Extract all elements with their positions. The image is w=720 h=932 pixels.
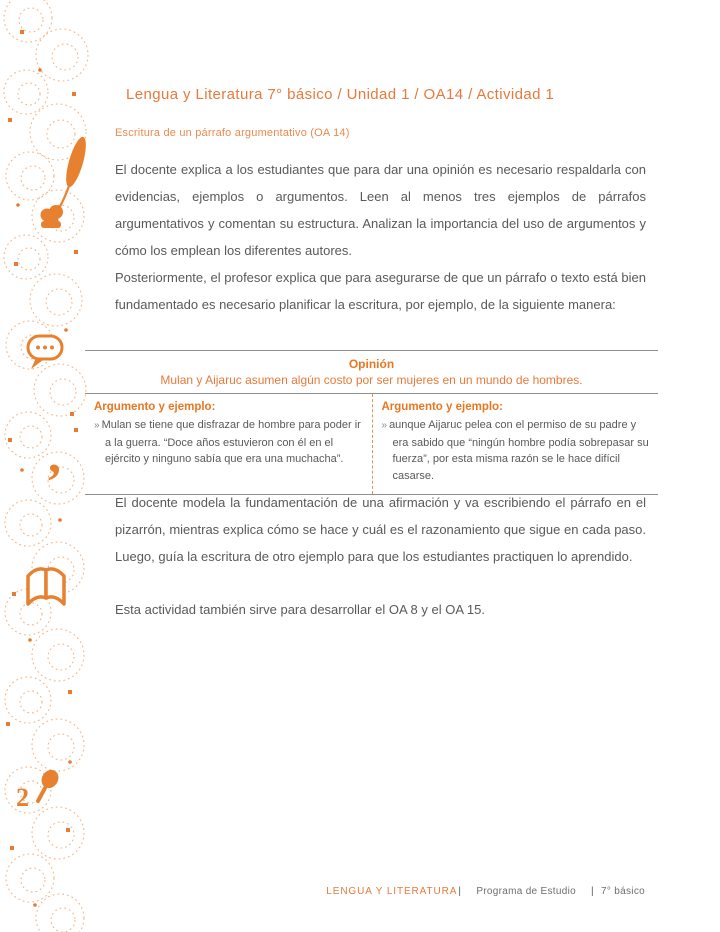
footer-program: Programa de Estudio	[476, 886, 576, 897]
microphone-icon	[16, 767, 62, 812]
footer-grade: 7° básico	[601, 886, 645, 897]
argument-text-right	[382, 417, 650, 484]
argument-body-right: aunque Aijaruc pelea con el permiso de su padre y era sabido que “ningún hombre podía sobrepasar su fuerza”, por esta misma razón se le hace difícil casarse.	[389, 419, 649, 482]
argument-cell-left	[85, 394, 372, 494]
paragraph-instructions-3: El docente modela la fundamentación de una afirmación y va escribiendo el párrafo en el pizarrón, mientras explica cómo se hace y cuál es el razonamiento que sigue en cada paso. Luego, guía la escritura de otro ejemplo para que los estudiantes practiquen lo aprendido.	[115, 495, 646, 564]
margin-doodles	[0, 0, 95, 932]
opinion-header-row	[85, 351, 658, 394]
opinion-table	[85, 350, 658, 495]
page-footer	[326, 886, 645, 897]
argument-body-left: Mulan se tiene que disfrazar de hombre para poder ir a la guerra. “Doce años estuvieron con él en el ejército y ninguno sabía que era una muchacha”.	[101, 419, 361, 465]
argument-header-left: Argumento y ejemplo:	[94, 401, 216, 413]
arguments-row	[85, 394, 658, 494]
svg-text:2: 2	[16, 783, 29, 812]
paragraph-instructions-1: El docente explica a los estudiantes que para dar una opinión es necesario respaldarla con evidencias, ejemplos o argumentos. Leen al menos tres ejemplos de párrafos argumentativos y comentan su estructura. Analizan la importancia del uso de argumentos y cómo los emplean los diferentes autores.	[115, 162, 646, 258]
ink-blob-icon	[41, 205, 64, 228]
open-book-icon	[28, 569, 64, 604]
speech-bubble-icon	[28, 336, 62, 369]
footer-separator-1: |	[458, 886, 462, 897]
opinion-statement: Mulan y Aijaruc asumen algún costo por ser mujeres en un mundo de hombres.	[160, 373, 583, 387]
activity-subtitle: Escritura de un párrafo argumentativo (OA 14)	[115, 127, 350, 139]
comma-icon	[48, 427, 61, 484]
argument-text-left	[94, 417, 363, 468]
doodle-accent-squares	[6, 30, 79, 907]
footer-separator-2: |	[591, 886, 594, 897]
footer-brand: LENGUA Y LITERATURA	[326, 886, 458, 897]
quill-icon	[54, 135, 90, 218]
page-title: Lengua y Literatura 7° básico / Unidad 1 / OA14 / Actividad 1	[126, 86, 555, 103]
paragraph-related-oas: Esta actividad también sirve para desarrollar el OA 8 y el OA 15.	[115, 602, 485, 617]
bullet-glyph: »	[381, 420, 388, 431]
bullet-glyph: »	[94, 420, 100, 431]
svg-text:,: ,	[48, 427, 61, 484]
opinion-label: Opinión	[348, 357, 395, 371]
argument-cell-right	[372, 394, 659, 494]
paragraph-instructions-2: Posteriormente, el profesor explica que para asegurarse de que un párrafo o texto está bien fundamentado es necesario planificar la escritura, por ejemplo, de la siguiente manera:	[115, 270, 646, 312]
argument-header-right: Argumento y ejemplo:	[381, 401, 503, 413]
